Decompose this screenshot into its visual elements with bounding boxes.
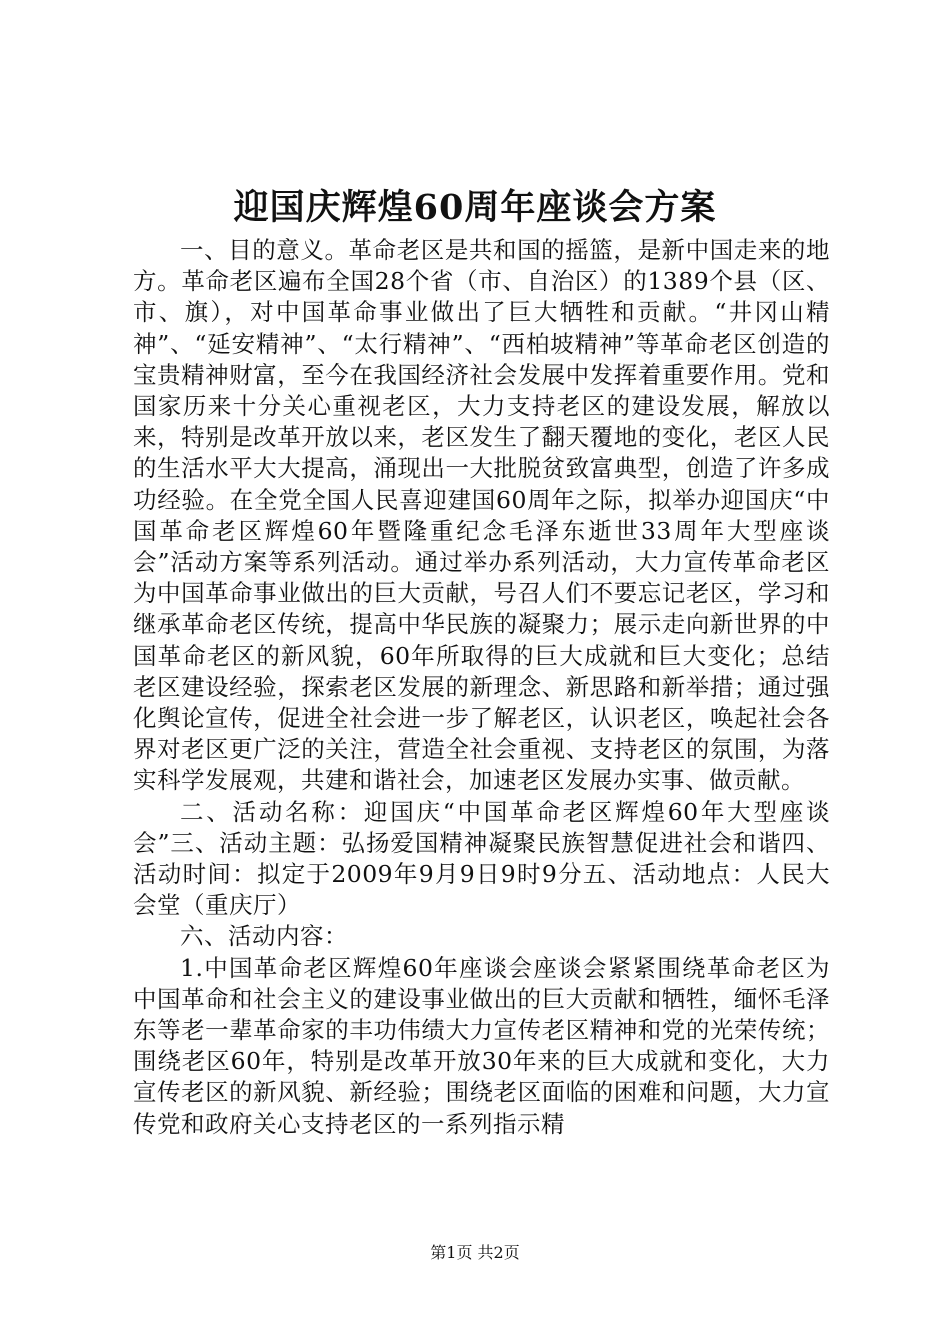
paragraph-purpose: 一、目的意义。革命老区是共和国的摇篮，是新中国走来的地方。革命老区遍布全国28个省（市、自治区）的1389个县（区、市、旗），对中国革命事业做出了巨大牺牲和贡献。“井冈山精神”、“延安精神”、“太行精神”、“西柏坡精神”等革命老区创造的宝贵精神财富，至今在我国经济社会发展中发挥着重要作用。党和国家历来十分关心重视老区，大力支持老区的建设发展，解放以来，特别是改革开放以来，老区发生了翻天覆地的变化，老区人民的生活水平大大提高，涌现出一大批脱贫致富典型，创造了许多成功经验。在全党全国人民喜迎建国60周年之际，拟举办迎国庆“中国革命老区辉煌60年暨隆重纪念毛泽东逝世33周年大型座谈会”活动方案等系列活动。通过举办系列活动，大力宣传革命老区为中国革命事业做出的巨大贡献，号召人们不要忘记老区，学习和继承革命老区传统，提高中华民族的凝聚力；展示走向新世界的中国革命老区的新风貌，60年所取得的巨大成就和巨大变化；总结老区建设经验，探索老区发展的新理念、新思路和新举措；通过强化舆论宣传，促进全社会进一步了解老区，认识老区，唤起社会各界对老区更广泛的关注，营造全社会重视、支持老区的氛围，为落实科学发展观，共建和谐社会，加速老区发展办实事、做贡献。 <box>133 236 830 795</box>
paragraph-activity-info: 二、活动名称：迎国庆“中国革命老区辉煌60年大型座谈会”三、活动主题：弘扬爱国精神凝聚民族智慧促进社会和谐四、活动时间：拟定于2009年9月9日9时9分五、活动地点：人民大会堂（重庆厅） <box>133 797 830 920</box>
paragraph-activity-content-1: 1.中国革命老区辉煌60年座谈会座谈会紧紧围绕革命老区为中国革命和社会主义的建设事业做出的巨大贡献和牺牲，缅怀毛泽东等老一辈革命家的丰功伟绩大力宣传老区精神和党的光荣传统；围绕老区60年，特别是改革开放30年来的巨大成就和变化，大力宣传老区的新风貌、新经验；围绕老区面临的困难和问题，大力宣传党和政府关心支持老区的一系列指示精 <box>133 953 830 1138</box>
document-body <box>133 235 830 1140</box>
paragraph-activity-content-heading: 六、活动内容： <box>180 922 348 951</box>
page-footer: 第1页 共2页 <box>430 1243 520 1262</box>
document-title: 迎国庆辉煌60周年座谈会方案 <box>233 187 717 228</box>
